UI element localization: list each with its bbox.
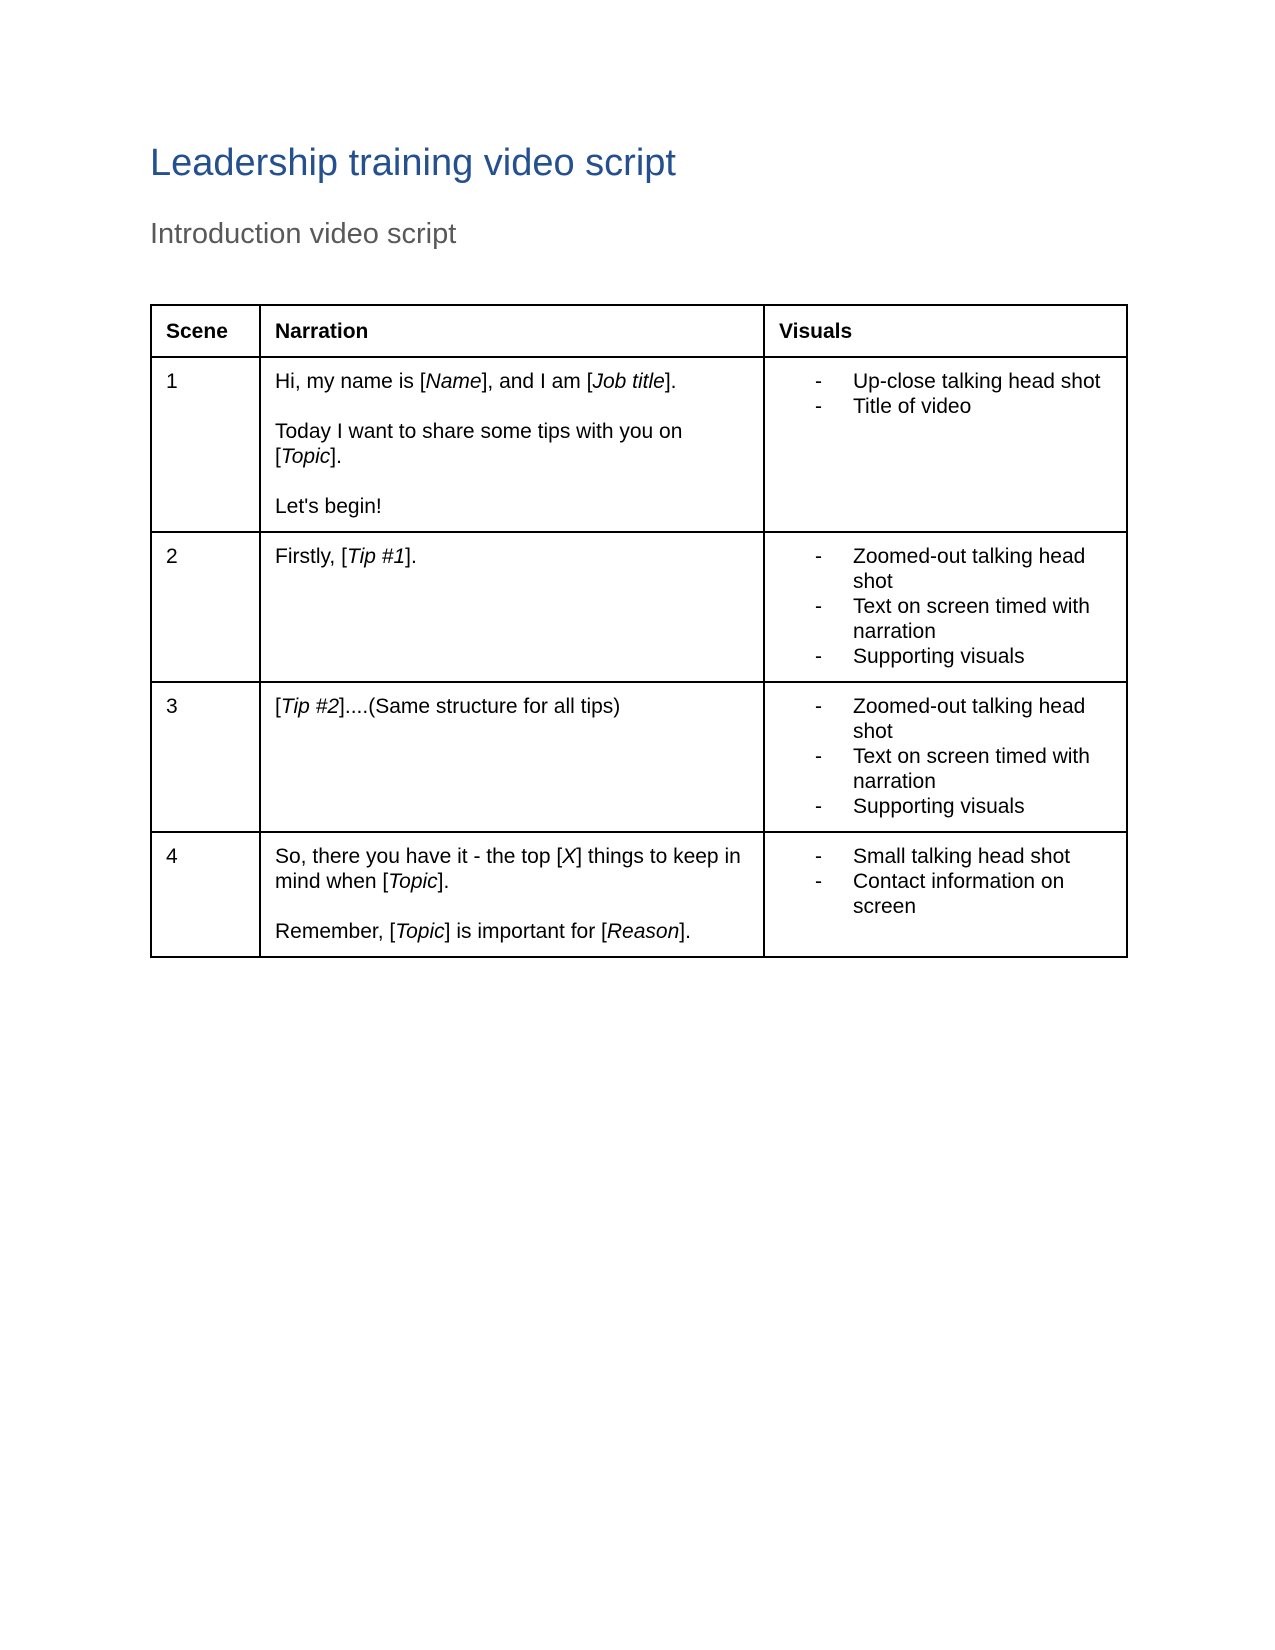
visual-item-text: Up-close talking head shot — [853, 370, 1101, 393]
visuals-cell — [764, 357, 1127, 532]
narration-placeholder: Job title — [592, 370, 665, 393]
narration-paragraph — [275, 494, 751, 519]
narration-text: ] is important for [ — [444, 920, 607, 943]
column-header-scene: Scene — [151, 305, 260, 357]
column-header-narration: Narration — [260, 305, 764, 357]
narration-cell — [260, 682, 764, 832]
narration-text: Today I want to share some tips with you on [ — [275, 420, 683, 468]
narration-text: Firstly, [ — [275, 545, 347, 568]
bullet-dash: - — [815, 745, 822, 768]
narration-text: ]. — [679, 920, 691, 943]
visual-item — [779, 594, 1114, 644]
scene-cell: 2 — [151, 532, 260, 682]
visual-item — [779, 369, 1114, 394]
narration-paragraph — [275, 844, 751, 894]
narration-cell — [260, 532, 764, 682]
narration-text: Hi, my name is [ — [275, 370, 426, 393]
visual-item-text: Text on screen timed with narration — [853, 595, 1090, 643]
table-row — [151, 682, 1127, 832]
narration-placeholder: Topic — [395, 920, 445, 943]
table-row — [151, 832, 1127, 957]
narration-text: ]....(Same structure for all tips) — [339, 695, 621, 718]
narration-text: ] things to keep in mind when [ — [275, 845, 741, 893]
narration-text: [ — [275, 695, 281, 718]
visual-item-text: Contact information on screen — [853, 870, 1065, 918]
bullet-dash: - — [815, 595, 822, 618]
narration-paragraph — [275, 544, 751, 569]
scene-cell: 4 — [151, 832, 260, 957]
visuals-cell — [764, 682, 1127, 832]
visual-item — [779, 544, 1114, 594]
narration-placeholder: Tip #1 — [346, 545, 406, 568]
visual-item — [779, 694, 1114, 744]
bullet-dash: - — [815, 545, 822, 568]
scene-cell: 1 — [151, 357, 260, 532]
visual-item-text: Zoomed-out talking head shot — [853, 545, 1086, 593]
narration-text: Let's begin! — [275, 495, 382, 518]
visual-item — [779, 394, 1114, 419]
column-header-visuals: Visuals — [764, 305, 1127, 357]
bullet-dash: - — [815, 845, 822, 868]
bullet-dash: - — [815, 645, 822, 668]
narration-text: ]. — [437, 870, 450, 893]
visuals-list — [779, 694, 1114, 819]
narration-paragraph — [275, 694, 751, 719]
visual-item-text: Text on screen timed with narration — [853, 745, 1090, 793]
narration-text: ]. — [664, 370, 677, 393]
narration-cell — [260, 357, 764, 532]
visual-item-text: Zoomed-out talking head shot — [853, 695, 1086, 743]
visual-item — [779, 644, 1114, 669]
bullet-dash: - — [815, 695, 822, 718]
table-row — [151, 357, 1127, 532]
visual-item-text: Small talking head shot — [853, 845, 1071, 868]
visual-item-text: Supporting visuals — [853, 795, 1025, 818]
narration-paragraph — [275, 419, 751, 469]
visuals-list — [779, 844, 1114, 919]
bullet-dash: - — [815, 795, 822, 818]
narration-text: ], and I am [ — [481, 370, 593, 393]
bullet-dash: - — [815, 370, 822, 393]
visuals-cell — [764, 532, 1127, 682]
table-row — [151, 532, 1127, 682]
narration-text: Remember, [ — [275, 920, 396, 943]
document-subtitle: Introduction video script — [150, 218, 457, 250]
narration-placeholder: Tip #2 — [280, 695, 340, 718]
visual-item-text: Supporting visuals — [853, 645, 1025, 668]
visual-item — [779, 744, 1114, 794]
visual-item-text: Title of video — [853, 395, 972, 418]
narration-cell — [260, 832, 764, 957]
narration-text: So, there you have it - the top [ — [275, 845, 563, 868]
bullet-dash: - — [815, 395, 822, 418]
narration-paragraph — [275, 369, 751, 394]
narration-placeholder: Topic — [280, 445, 331, 468]
narration-paragraph — [275, 919, 751, 944]
narration-placeholder: X — [562, 845, 577, 868]
visual-item — [779, 794, 1114, 819]
bullet-dash: - — [815, 870, 822, 893]
visuals-list — [779, 544, 1114, 669]
narration-text: ]. — [330, 445, 342, 468]
table-header-row — [151, 305, 1127, 357]
visuals-list — [779, 369, 1114, 419]
narration-placeholder: Name — [425, 370, 482, 393]
visuals-cell — [764, 832, 1127, 957]
video-script-table — [150, 304, 1128, 958]
document-title: Leadership training video script — [150, 142, 676, 184]
scene-cell: 3 — [151, 682, 260, 832]
narration-text: ]. — [405, 545, 417, 568]
script-table-body — [151, 357, 1127, 957]
narration-placeholder: Topic — [388, 870, 438, 893]
visual-item — [779, 844, 1114, 869]
narration-placeholder: Reason — [606, 920, 680, 943]
visual-item — [779, 869, 1114, 919]
